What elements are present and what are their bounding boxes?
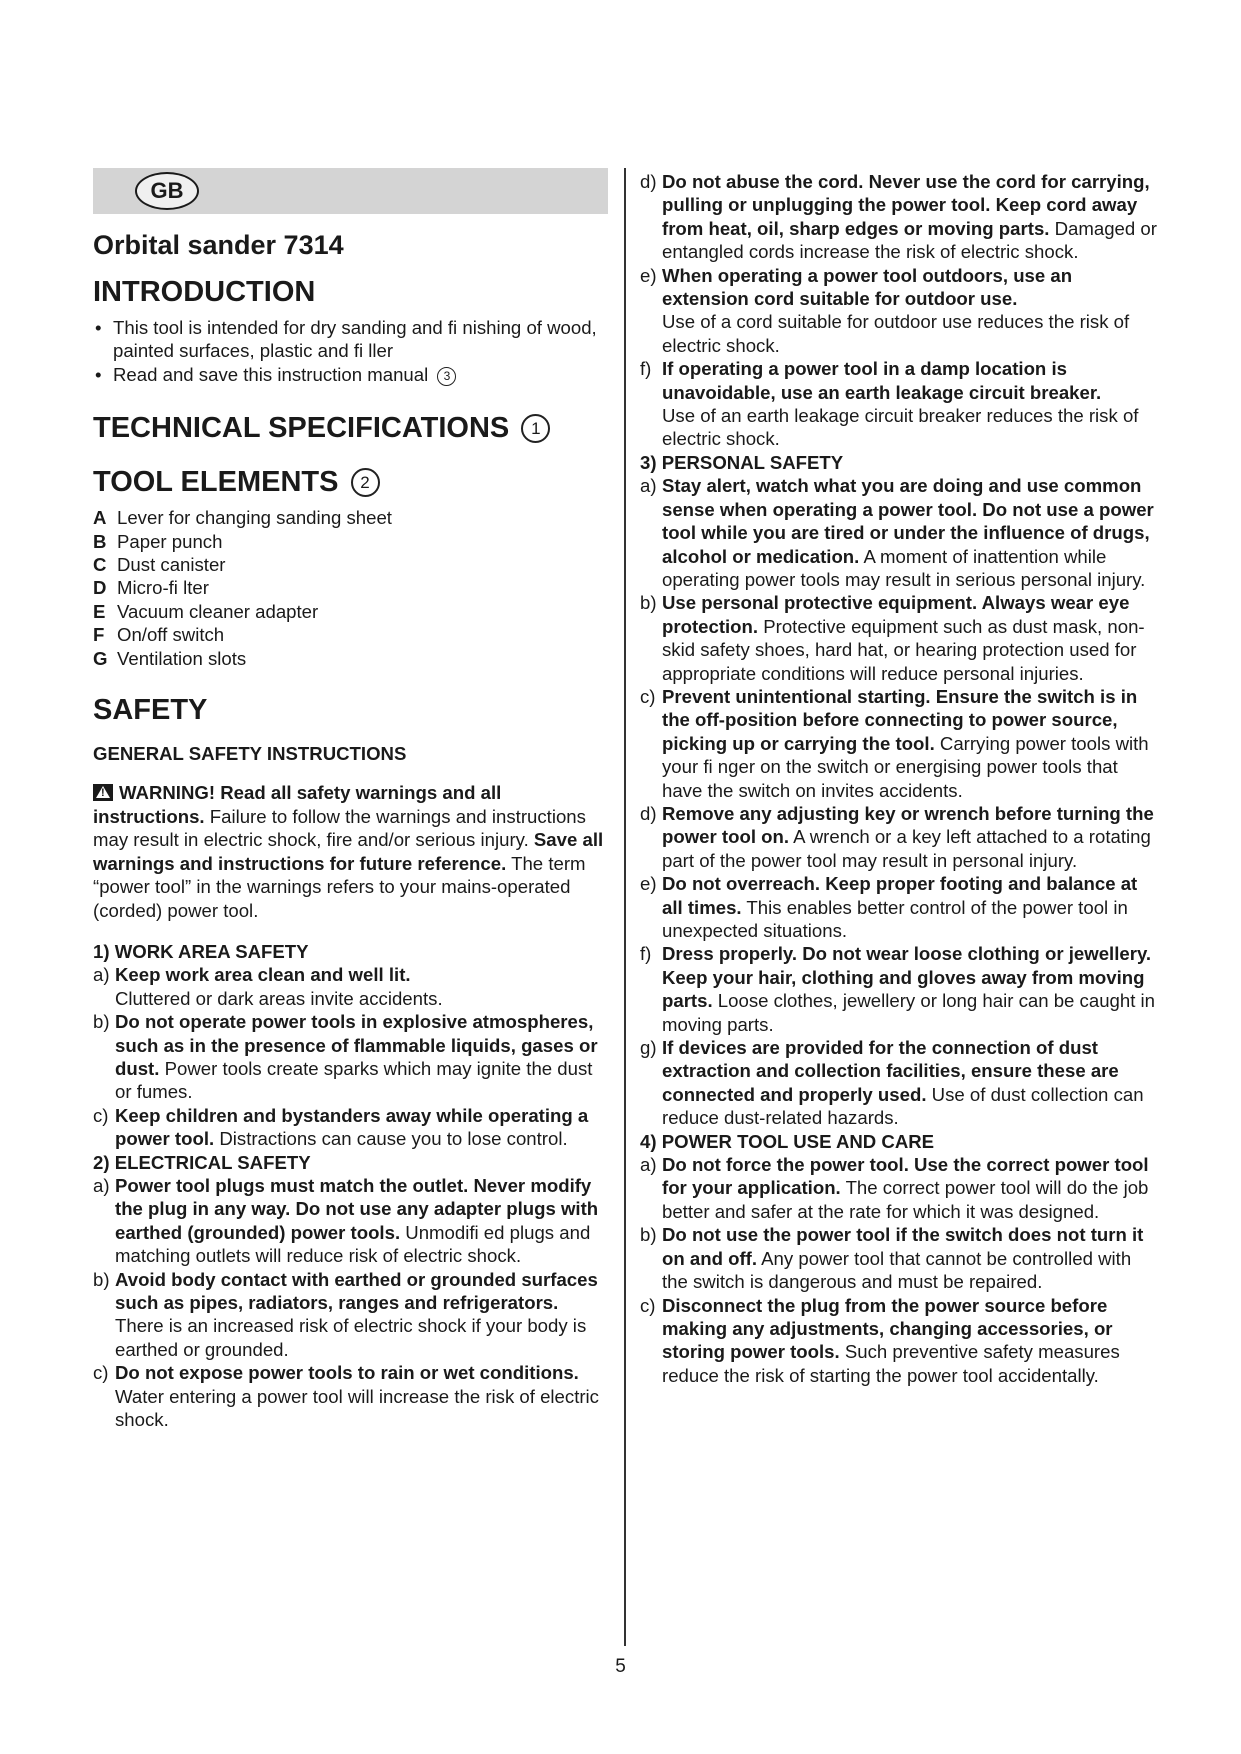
safety-heading: SAFETY [93, 694, 208, 727]
safety-item-rule: Power tool plugs must match the outlet. Never modify the plug in any way. Do not use any adapter plugs with earthed (grounded) power tools. [115, 1174, 599, 1243]
safety-item-rule: Do not operate power tools in explosive atmospheres, such as in the presence of flammable liquids, gases or dust. [115, 1011, 598, 1079]
right-column [640, 170, 1158, 1387]
tool-element-key: A [93, 507, 107, 529]
safety-item-explanation: Loose clothes, jewellery or long hair can be caught in moving parts. [662, 990, 1156, 1035]
safety-item-rule: Do not overreach. Keep proper footing and balance at all times. [662, 873, 1138, 918]
intro-bullets [93, 316, 608, 386]
tool-element-key: B [93, 530, 107, 552]
safety-item-letter: a) [93, 1174, 110, 1196]
safety-item-explanation: Protective equipment such as dust mask, non-skid safety shoes, hard hat, or hearing protection used for appropriate conditions will reduce personal injuries. [662, 615, 1145, 684]
tool-element-key: E [93, 600, 106, 622]
safety-item [640, 802, 1158, 872]
left-column [93, 168, 608, 1431]
safety-item-letter: c) [93, 1104, 109, 1126]
tool-element-item [93, 623, 608, 646]
tool-element-label: Vacuum cleaner adapter [117, 600, 319, 622]
safety-item-letter: f) [640, 943, 652, 965]
warning-paragraph: !WARNING! Read all safety warnings and all instructions. Failure to follow the warnings and instructions may result in electric shock, fire and/or serious injury. Save all warnings and instructions for future reference. The term “power tool” in the warnings refers to your mains-operated (corded) power tool. [93, 781, 608, 921]
safety-item-letter: b) [640, 1224, 657, 1246]
safety-section-title: 4) POWER TOOL USE AND CARE [640, 1130, 935, 1152]
tool-element-item [93, 553, 608, 576]
safety-item-rule: Stay alert, watch what you are doing and use common sense when operating a power tool. Do not use a power tool while you are tired or under the influence of drugs, alcohol or medication. [662, 475, 1154, 567]
safety-item-rule: If devices are provided for the connection of dust extraction and collection facilities, ensure these are connected and properly used. [662, 1037, 1119, 1105]
safety-item-rule: If operating a power tool in a damp location is unavoidable, use an earth leakage circuit breaker. [662, 358, 1102, 403]
safety-item [93, 1361, 608, 1431]
figure-ref-icon: 3 [437, 367, 456, 386]
safety-item [93, 1104, 608, 1151]
tool-element-key: D [93, 577, 107, 599]
safety-item-rule: Keep children and bystanders away while operating a power tool. [115, 1104, 589, 1150]
tech-spec-heading: TECHNICAL SPECIFICATIONS 1 [93, 410, 608, 446]
safety-item [93, 1010, 608, 1104]
safety-item-letter: a) [640, 1154, 657, 1176]
safety-item-rule: Do not force the power tool. Use the correct power tool for your application. [662, 1154, 1149, 1199]
tool-element-label: Ventilation slots [117, 647, 247, 669]
safety-item [640, 1036, 1158, 1130]
safety-item [640, 685, 1158, 802]
safety-item-explanation: Any power tool that cannot be controlled with the switch is dangerous and must be repaired. [662, 1247, 1132, 1293]
safety-item-letter: b) [93, 1011, 110, 1033]
safety-item [640, 264, 1158, 358]
safety-item-explanation: Unmodifi ed plugs and matching outlets will reduce risk of electric shock. [115, 1221, 591, 1267]
safety-item [640, 1294, 1158, 1388]
right-safety-sections [640, 451, 1158, 1387]
safety-item-explanation: Water entering a power tool will increase the risk of electric shock. [115, 1385, 599, 1431]
tool-elements-list [93, 506, 608, 670]
safety-item-letter: b) [640, 592, 657, 614]
safety-item-explanation: This enables better control of the power tool in unexpected situations. [662, 896, 1128, 941]
safety-item [640, 357, 1158, 451]
tool-element-label: Micro-fi lter [117, 577, 209, 599]
safety-item-explanation: Power tools create sparks which may ignite the dust or fumes. [115, 1057, 593, 1103]
left-safety-sections [93, 940, 608, 1432]
safety-item-rule: Keep work area clean and well lit. [115, 964, 411, 986]
page-number: 5 [615, 1656, 626, 1677]
safety-item-explanation: Such preventive safety measures reduce the risk of starting the power tool accidentally. [662, 1341, 1120, 1386]
safety-item-explanation: There is an increased risk of electric shock if your body is earthed or grounded. [115, 1315, 587, 1360]
safety-section-title: 1) WORK AREA SAFETY [93, 940, 309, 962]
safety-item-explanation: The correct power tool will do the job better and safer at the rate for which it was designed. [662, 1177, 1149, 1222]
safety-item-explanation: A moment of inattention while operating power tools may result in serious personal injury. [662, 545, 1146, 590]
tool-element-key: G [93, 647, 108, 669]
safety-item-letter: f) [640, 358, 652, 380]
safety-item-letter: b) [93, 1268, 110, 1290]
intro-bullet: • Read and save this instruction manual 3 [93, 363, 608, 386]
safety-item-rule: Dress properly. Do not wear loose clothing or jewellery. Keep your hair, clothing and gloves away from moving parts. [662, 943, 1152, 1012]
safety-item-explanation: Cluttered or dark areas invite accidents. [115, 987, 443, 1009]
tool-element-item [93, 647, 608, 670]
tool-element-item [93, 600, 608, 623]
safety-item [640, 942, 1158, 1036]
safety-item-explanation: Carrying power tools with your fi nger on the switch or energising power tools that have the switch on invites accidents. [662, 732, 1149, 801]
tool-element-label: Paper punch [117, 530, 223, 552]
electrical-safety-continued [640, 170, 1158, 451]
safety-item-letter: d) [640, 171, 657, 192]
safety-item [93, 1174, 608, 1268]
language-bar [93, 168, 608, 214]
safety-item-rule: Use personal protective equipment. Always wear eye protection. [662, 592, 1130, 637]
safety-item-letter: e) [640, 873, 657, 895]
tool-element-item [93, 530, 608, 553]
safety-item-explanation: Use of a cord suitable for outdoor use reduces the risk of electric shock. [662, 311, 1130, 356]
safety-item-letter: d) [640, 802, 657, 824]
figure-ref-icon: 2 [351, 468, 380, 497]
safety-item-explanation: Damaged or entangled cords increase the risk of electric shock. [662, 217, 1157, 263]
safety-item [640, 1153, 1158, 1223]
intro-heading: INTRODUCTION [93, 276, 316, 308]
safety-item-letter: c) [93, 1362, 109, 1384]
column-divider [624, 168, 626, 1646]
safety-item-letter: c) [640, 685, 656, 707]
safety-item-letter: c) [640, 1294, 656, 1316]
warning-triangle-icon [93, 784, 113, 801]
intro-bullet: • This tool is intended for dry sanding and fi nishing of wood, painted surfaces, plastic and fi ller [93, 316, 608, 363]
general-safety-heading: GENERAL SAFETY INSTRUCTIONS [93, 743, 407, 765]
safety-item-letter: e) [640, 264, 657, 286]
safety-item-rule: Avoid body contact with earthed or grounded surfaces such as pipes, radiators, ranges and refrigerators. [115, 1268, 598, 1313]
safety-item-rule: Remove any adjusting key or wrench before turning the power tool on. [662, 802, 1154, 848]
safety-item-explanation: Use of an earth leakage circuit breaker reduces the risk of electric shock. [662, 405, 1139, 450]
tool-element-item [93, 576, 608, 599]
safety-item [93, 963, 608, 1010]
safety-item-rule: Disconnect the plug from the power source before making any adjustments, changing accessories, or storing power tools. [662, 1294, 1113, 1363]
tool-element-key: C [93, 554, 107, 576]
safety-item [640, 474, 1158, 591]
safety-item-letter: a) [93, 964, 110, 986]
safety-item-explanation: Distractions can cause you to lose control. [214, 1128, 568, 1150]
safety-item-letter: g) [640, 1037, 657, 1059]
safety-item [640, 872, 1158, 942]
tool-element-label: On/off switch [117, 624, 225, 646]
safety-item [640, 591, 1158, 685]
safety-item-rule: Do not expose power tools to rain or wet conditions. [115, 1362, 579, 1384]
tool-element-label: Dust canister [117, 554, 226, 576]
safety-item-rule: Do not use the power tool if the switch does not turn it on and off. [662, 1224, 1144, 1269]
tool-element-item [93, 506, 608, 529]
safety-item-letter: a) [640, 475, 657, 497]
language-badge: GB [135, 172, 199, 210]
safety-item-rule: When operating a power tool outdoors, use an extension cord suitable for outdoor use. [662, 264, 1073, 310]
safety-item [640, 170, 1158, 264]
figure-ref-icon: 1 [521, 414, 550, 443]
safety-item-rule: Prevent unintentional starting. Ensure the switch is in the off-position before connecting to power source, picking up or carrying the tool. [662, 685, 1138, 754]
tool-element-label: Lever for changing sanding sheet [117, 507, 392, 529]
safety-item [640, 1223, 1158, 1293]
safety-section-title: 2) ELECTRICAL SAFETY [93, 1151, 311, 1173]
safety-section-title: 3) PERSONAL SAFETY [640, 451, 844, 473]
tool-elements-heading: TOOL ELEMENTS 2 [93, 464, 608, 500]
safety-item-explanation: A wrench or a key left attached to a rotating part of the power tool may result in personal injury. [662, 826, 1151, 871]
tool-element-key: F [93, 624, 105, 646]
safety-item [93, 1268, 608, 1362]
product-title: Orbital sander 7314 [93, 230, 344, 260]
safety-item-explanation: Use of dust collection can reduce dust-related hazards. [662, 1083, 1144, 1129]
safety-item-rule: Do not abuse the cord. Never use the cord for carrying, pulling or unplugging the power tool. Keep cord away from heat, oil, sharp edges or moving parts. [662, 171, 1150, 239]
